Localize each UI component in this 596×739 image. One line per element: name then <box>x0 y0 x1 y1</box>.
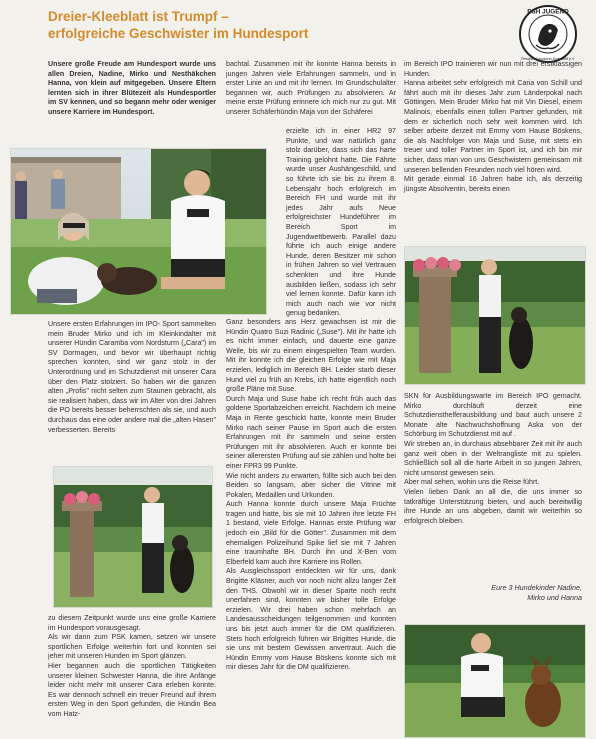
column-3-body-a: im Bereich IPO trainieren wir nun mit drei erstklassigen Hunden. Hanna arbeitet sehr erfolgreich mit Caria von Schill und fährt auch mit ihr dieses Jahr zum Länderpokal nach Göttingen. Mein Bruder Mirko hat mit Vin Diesel, einem Malinois, ebenfalls einen tollen Partner gefunden, mit dem er sicherlich noch sehr weit kommen wird. Ich selber arbeite derzeit mit Emmy vom Hause Böskens, die als Nachfolger von Maja und Suse, mit stets ein treuer und toller Partner im Sport ist, und ich bin mir sicher, dass man von uns Geschwistern gemeinsam mit unseren bellenden Freunden noch viel hören wird. Mit gerade einmal 16 Jahren habe ich, als derzeitig jüngste Absolventin, bereits einen <box>404 60 582 193</box>
logo-bottom-text: Pinscher-Schnauzer-Klub 1895 e.V. <box>521 57 575 61</box>
photo-girl-standing-with-dog <box>404 246 586 385</box>
column-1-body-b: zu diesem Zeitpunkt wurde uns eine große Karriere im Hundesport vorausgesagt. Als wir dann zum PSK kamen, setzen wir unsere sportlichen Erfolge weiterhin fort und konnten sei jeher mit unseren Hunden im Sport glänzen. Hier begannen auch die sportlichen Tätigkeiten unserer kleinen Schwester Hanna, die ihre Anfänge leider nicht mehr mit unserer Cara erleben konnte. Es war dennoch schnell ein treuer Freund auf ihrem ersten Weg in den Sport gefunden, die Hündin Bea vom Hatz- <box>48 614 216 718</box>
column-3-body-b: SKN für Ausbildungswarte im Bereich IPO gemacht. Mirko durchläuft derzeit eine Schutzdiensthelferausbildung und baut auch unsere 2 Monate alte Nachwuchshoffnung Aska von der Schörburg im Schutzdienst mit auf . Wir streben an, in durchaus absehbarer Zeit mit ihr auch ganz weit oben in der Weltrangliste mit zu spielen. Schließlich soll all die harte Arbeit in so jungen Jahren, nicht umsonst gewesen sein. Aber mal sehen, wohin uns die Reise führt. Vielen lieben Dank an all die, die uns immer so tatkräftige Unterstützung bieten, und auch bereitwillig ihre Hunde an uns abgeben, damit wir weiterhin so erfolgreich bleiben. <box>404 392 582 525</box>
photo-boy-kneeling-with-dog <box>404 624 586 738</box>
lead-paragraph: Unsere große Freude am Hundesport wurde uns allen Dreien, Nadine, Mirko und Nesthäkchen Hanna, von klein auf mitgegeben. Unsere Eltern lernten sich in ihrer Blütezeit als Hundesportler im SV kennen, und so begann mehr oder weniger unsere Karriere im Hundesport. <box>48 60 216 116</box>
article-title-line-2: erfolgreiche Geschwister im Hundesport <box>48 26 309 41</box>
article-title-line-1: Dreier-Kleeblatt ist Trumpf – <box>48 9 229 24</box>
logo-top-text: PSH JUGEND <box>527 8 569 16</box>
psk-jugend-logo <box>508 4 586 64</box>
column-2-body-a: bachtal. Zusammen mit ihr konnte Hanna bereits in jungen Jahren viele Erfahrungen sammeln, und in erster Linie an und mit ihr lernen. Im Grundschulalter begannen wir, auch Prüfungen zu absolvieren. Ar meine erste Prüfung erinnere ich mich nur zu gut. Mit unserer Schäferhündin Maja von der Schäferei <box>226 60 396 116</box>
column-2-body-c: Ganz besonders ans Herz gewachsen ist mir die Hündin Quatro Suzi Radinic („Suse"). Mit ihr hatte ich es nicht immer einfach, und dauerte eine ganze Weile, bis wir zu einem eingespielten Team wurden. Mit ihr konnte ich die gleichen Erfolge wie mit Maja erzielen, lediglich im Bereich BH. Leider starb dieser Hund viel zu früh an Krebs, ich hatte eigentlich noch große Pläne mit Suse. Durch Maja und Suse habe ich recht früh auch das goldene Sportabzeichen erreicht. Nachdem ich meine Maja in Rente geschickt hatte, konnte mein Bruder Mirko nach seiner Pause im Sport auch die ersten Erfahrungen mit ihr sammeln und seine ersten Prüfungen mit ihr absolvieren. Auch er konnte bei seiner allerersten Prüfung auf sie zählen und holte bei einer FPR3 99 Punkte. Wie nicht anders zu erwarten, füllte sich auch bei den Beiden so langsam, aber sicher die Vitrine mit Pokalen, Medaillen und Urkunden. Auch Hanna konnte durch unsere Maja Früchte tragen und hatte, bis sie mit 10 Jahren ihre letzte FH 1 bestand, viele Erfolge. Hannas erste Prüfung war jedoch ein „Bild für die Götter". Zusammen mit dem ehemaligen Polizeihund Spike lief sie mit 7 Jahren eine traumhafte BH. Durch ihn und X-Ben vom Elberfeld kam auch ihre Karriere ins Rollen. Als Ausgleichssport entdeckten wir für uns, dank Brigitte Kläsner, auch vor noch nicht allzu langer Zeit den THS. Obwohl wir in dieser Sparte noch recht unerfahren sind, konnten wir bisher tolle Erfolge erzielen. Wir drei haben schon mehrfach an Landesausscheidungen teilgenommen und konnten uns bis jetzt auch immer für die DM qualifizieren. Stets hoch erfolgreich führen wir Brigittes Hunde, die sie uns mit bestem Gewissen anvertraut. Auch die Hündin Emmy vom Hause Böskens konnte sich mit mir dieses Jahr für die DM qualifizieren. <box>226 318 396 672</box>
photo-siblings-with-dog <box>10 148 267 315</box>
column-1-body-a: Unsere ersten Erfahrungen im IPO- Sport sammelten mein Bruder Mirko und ich im Kleinkindalter mit unserer Hündin Caramba vom Nordsturm („Cara") im SV Dormagen, und bevor wir überhaupt richtig sprechen konnten, sind wir ganz stolz in der Unterordnung und im Schutzdienst mit unserer Cara über den Platz stolziert. So haben wir die ganzen alten „Profis" nicht selten zum Staunen gebracht, als sie realisiert haben, dass wir im Alter von drei Jahren die PO bereits besser beherrschten als sie, und auch durchaus das eine oder andere mal die „alten Hasen" verbesserten. Bereits <box>48 320 216 434</box>
signature: Eure 3 Hundekinder Nadine, Mirko und Hanna <box>491 583 582 602</box>
article-title <box>48 8 308 42</box>
photo-girl-with-dog-trophy-stand <box>53 466 213 608</box>
column-2-body-b: erzielte ich in einer HR2 97 Punkte, und war natürlich ganz stolz darüber, dass sich das harte Training gelohnt hatte. Die Fährte wurde unser Aushängeschild, und so führte ich sie bis zu ihrem 8. Lebensjahr hoch erfolgreich im Bereich FH und wurde mit ihr jedes Jahr aufs Neue erfolgreichster Hundeführer im Bereich Sport im Jugendwettbewerb. Parallel dazu führte ich auch einige andere Hunde, deren Besitzer mir schon in frühen Jahren so viel Vertrauen schenkten und ihre Hunde ausbilden ließen, sodass ich sehr viel lernen konnte. Dafür kann ich mich auch nach wie vor nicht genug bedanken. <box>286 127 396 318</box>
